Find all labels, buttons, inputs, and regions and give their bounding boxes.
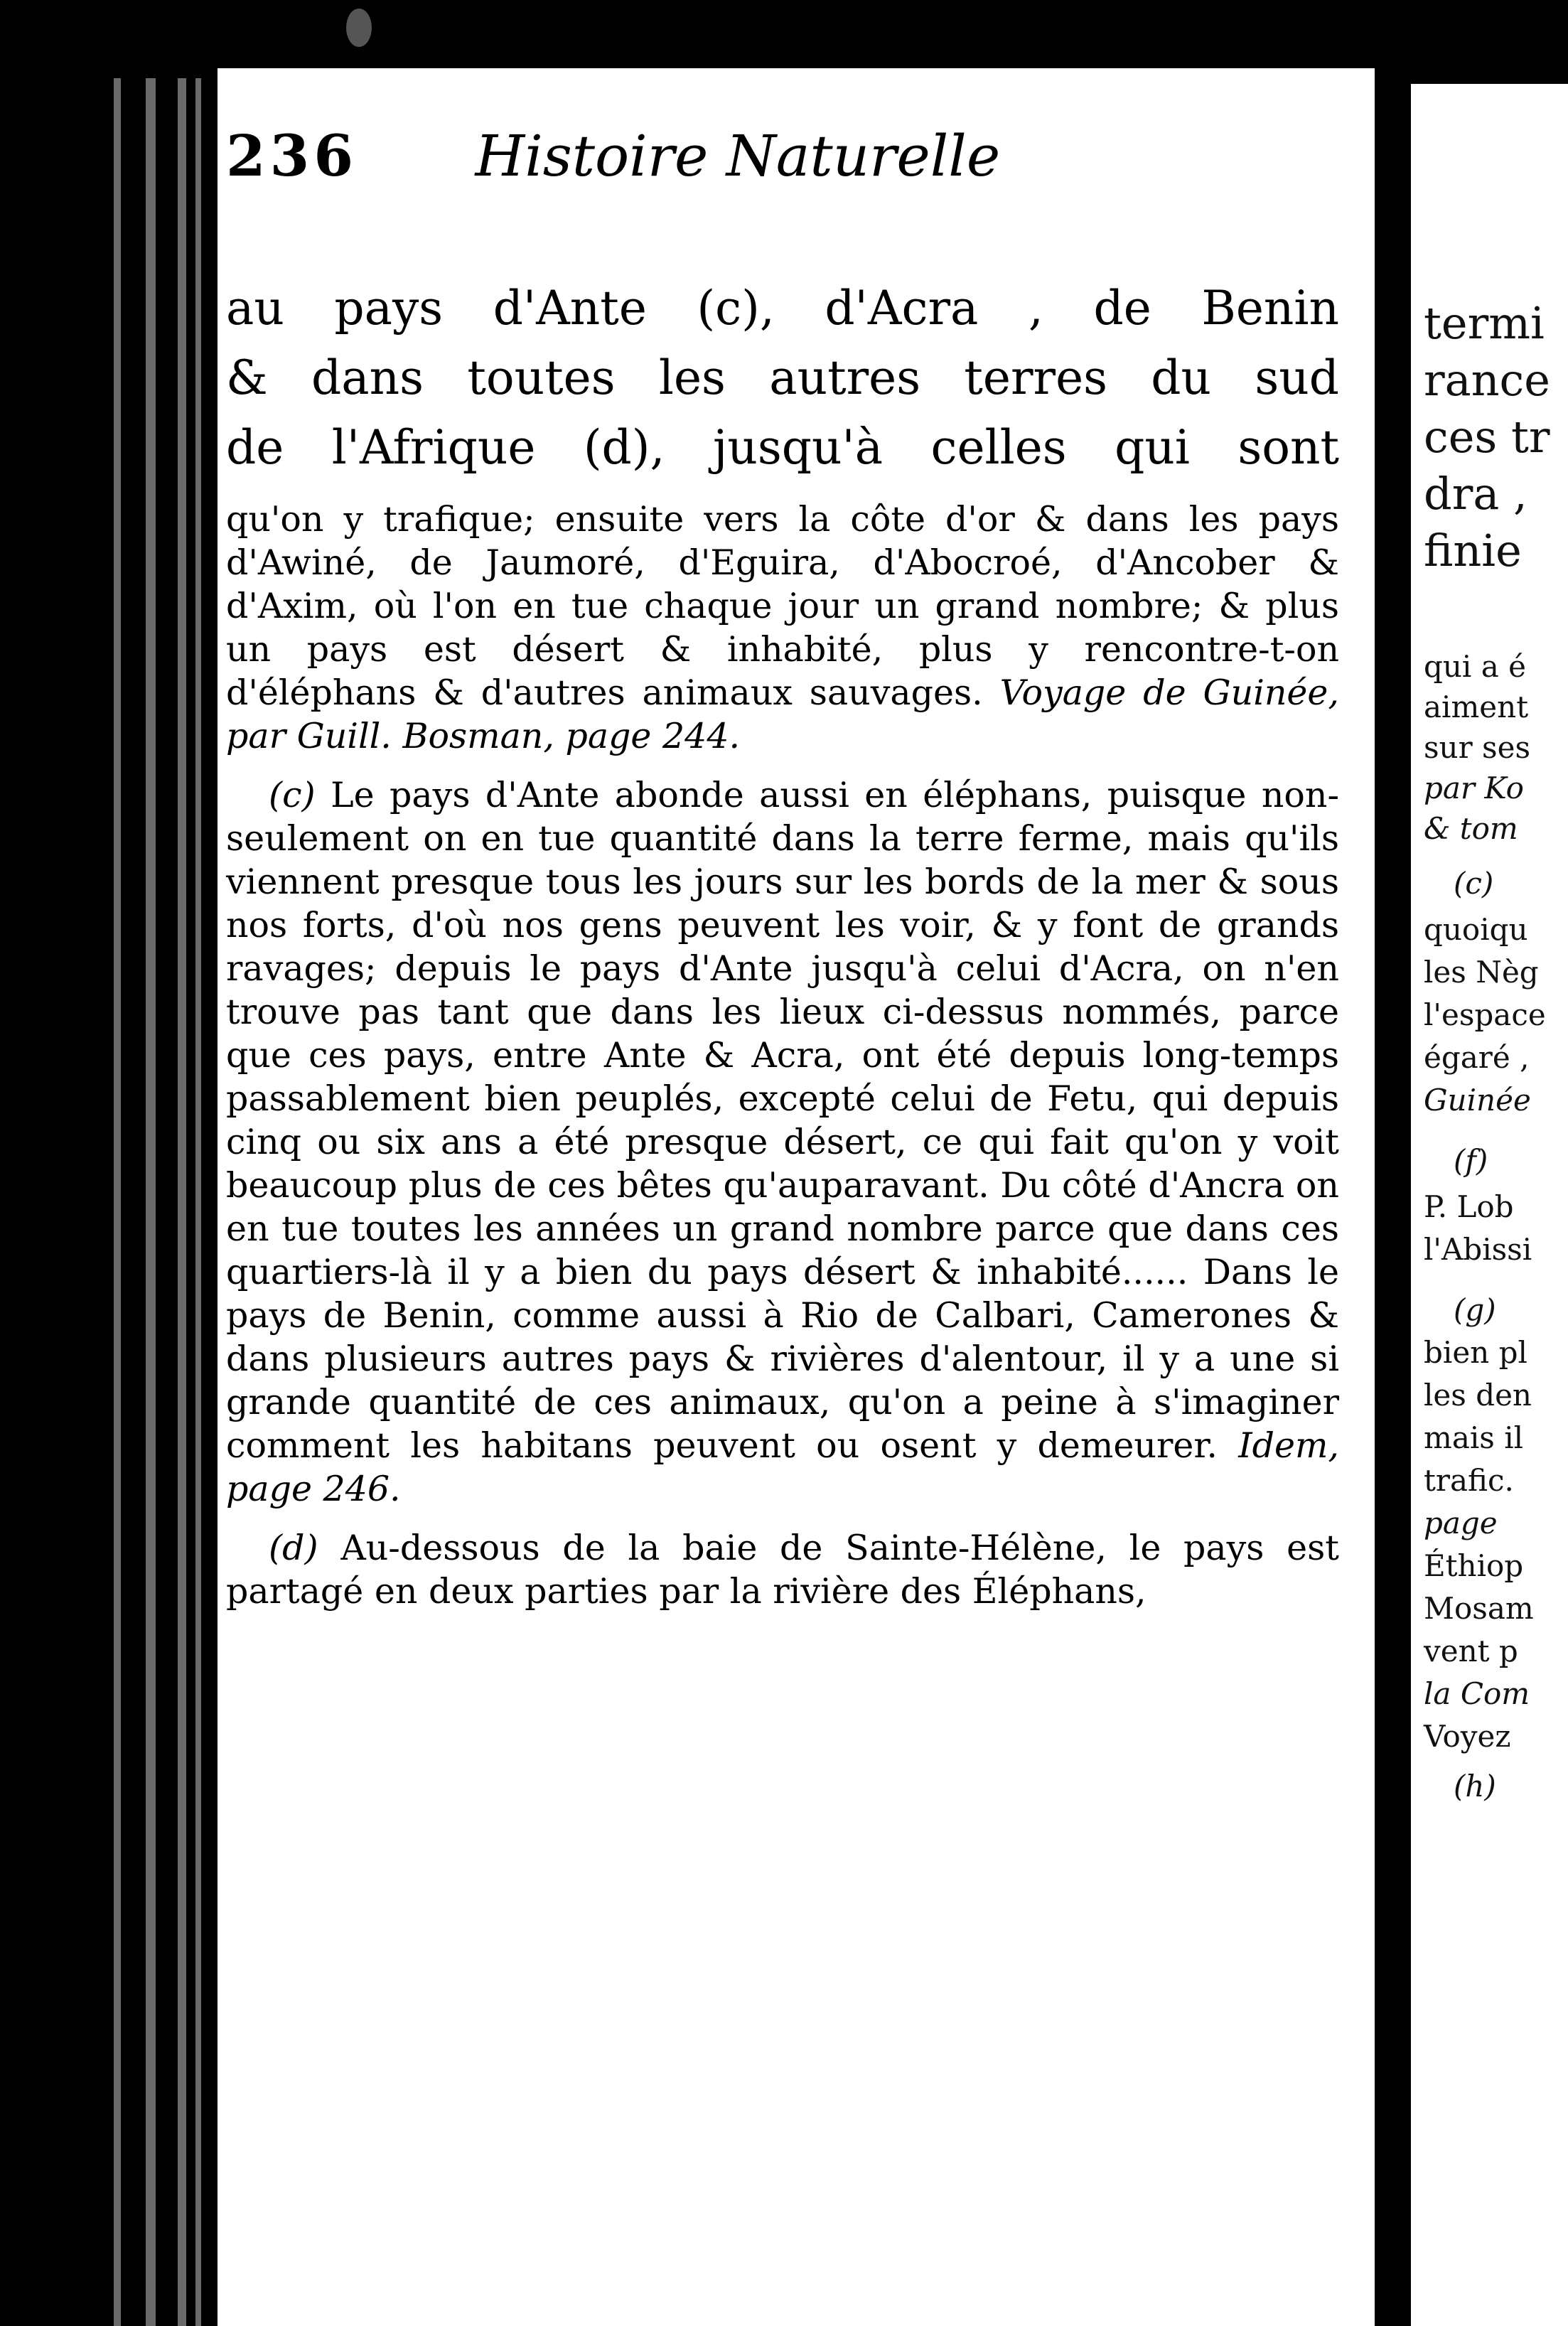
facing-note-line: qui a é [1424, 649, 1526, 684]
facing-main-line: dra , [1424, 468, 1527, 520]
facing-note-line: sur ses [1424, 730, 1530, 765]
facing-note-line: (g) [1454, 1292, 1496, 1327]
facing-note-line: la Com [1424, 1676, 1530, 1711]
facing-note-line: Éthiop [1424, 1548, 1524, 1583]
main-text-line: & dans toutes les autres terres du sud [226, 350, 1339, 405]
footnotes [226, 498, 1339, 1629]
facing-note-line: les den [1424, 1378, 1532, 1413]
facing-note-line: par Ko [1424, 771, 1524, 805]
facing-note-line: vent p [1424, 1634, 1518, 1668]
facing-main-line: finie [1424, 525, 1522, 577]
main-text-line: au pays d'Ante (c), d'Acra , de Benin [226, 281, 1339, 336]
footnote-c [226, 773, 1339, 1511]
running-head: Histoire Naturelle [475, 123, 1001, 189]
facing-note-line: (f) [1454, 1143, 1488, 1178]
facing-note-line: l'Abissi [1424, 1232, 1532, 1267]
binding-strip [114, 78, 121, 2326]
facing-note-line: bien pl [1424, 1335, 1527, 1370]
scan-binding-margin [0, 0, 213, 2326]
facing-note-line: quoiqu [1424, 912, 1528, 947]
facing-note-line: l'espace [1424, 997, 1546, 1032]
page-header [226, 122, 1000, 189]
facing-note-line: Voyez [1424, 1719, 1511, 1754]
facing-note-line: Guinée [1424, 1083, 1531, 1118]
footnote-marker: (c) [269, 775, 316, 815]
facing-note-line: trafic. [1424, 1463, 1514, 1498]
footnote-d [226, 1526, 1339, 1613]
scan-blot [346, 9, 372, 47]
facing-note-line: égaré , [1424, 1040, 1530, 1075]
facing-note-line: P. Lob [1424, 1189, 1514, 1224]
footnote-text: Le pays d'Ante abonde aussi en éléphans, puisque non-seulement on en tue quantité dans la terre ferme, mais qu'ils viennent presque tous les jours sur les bords de la mer & sous nos forts, d'où nos gens peuvent les voir, & y font de grands ravages; depuis le pays d'Ante jusqu'à celui d'Acra, on n'en trouve pas tant que dans les lieux ci-dessus nommés, parce que ces pays, entre Ante & Acra, ont été depuis long-temps passablement bien peuplés, excepté celui de Fetu, qui depuis cinq ou six ans a été presque désert, ce qui fait qu'on y voit beaucoup plus de ces bêtes qu'auparavant. Du côté d'Ancra on en tue toutes les années un grand nombre parce que dans ces quartiers-là il y a bien du pays désert & inhabité...... Dans le pays de Benin, comme aussi à Rio de Calbari, Camerones & dans plusieurs autres pays & rivières d'alentour, il y a une si grande quantité de ces animaux, qu'on a peine à s'imaginer comment les habitans peuvent ou osent y demeurer. [226, 775, 1340, 1466]
facing-page [1411, 84, 1568, 2326]
facing-main-line: rance [1424, 354, 1550, 406]
facing-note-line: les Nèg [1424, 955, 1539, 990]
facing-note-line: (c) [1454, 866, 1494, 901]
main-text-line: de l'Afrique (d), jusqu'à celles qui sont [226, 420, 1339, 475]
facing-note-line: & tom [1424, 811, 1518, 846]
footnote-source: Idem, page 246. [226, 1425, 1339, 1509]
footnote-marker: (d) [269, 1528, 318, 1568]
footnote-source: Voyage de Guinée, par Guill. Bosman, page 244. [226, 672, 1339, 756]
footnote-text: Au-dessous de la baie de Sainte-Hélène, le pays est partagé en deux parties par la rivière des Éléphans, [226, 1528, 1339, 1612]
footnote-b-continuation [226, 498, 1339, 758]
facing-note-line: Mosam [1424, 1591, 1534, 1626]
facing-note-line: page [1424, 1506, 1498, 1540]
facing-note-line: (h) [1454, 1769, 1496, 1804]
main-text [226, 274, 1339, 483]
facing-note-line: aiment [1424, 690, 1529, 724]
binding-strip [195, 78, 201, 2326]
binding-strip [146, 78, 156, 2326]
facing-note-line: mais il [1424, 1420, 1524, 1455]
footnote-text: qu'on y trafique; ensuite vers la côte d'or & dans les pays d'Awiné, de Jaumoré, d'Eguira, d'Abocroé, d'Ancober & d'Axim, où l'on en tue chaque jour un grand nombre; & plus un pays est désert & inhabité, plus y rencontre-t-on d'éléphans & d'autres animaux sauvages. [226, 499, 1339, 713]
facing-main-line: termi [1424, 297, 1545, 349]
page-number: 236 [226, 122, 358, 189]
facing-main-line: ces tr [1424, 411, 1550, 463]
binding-strip [178, 78, 186, 2326]
